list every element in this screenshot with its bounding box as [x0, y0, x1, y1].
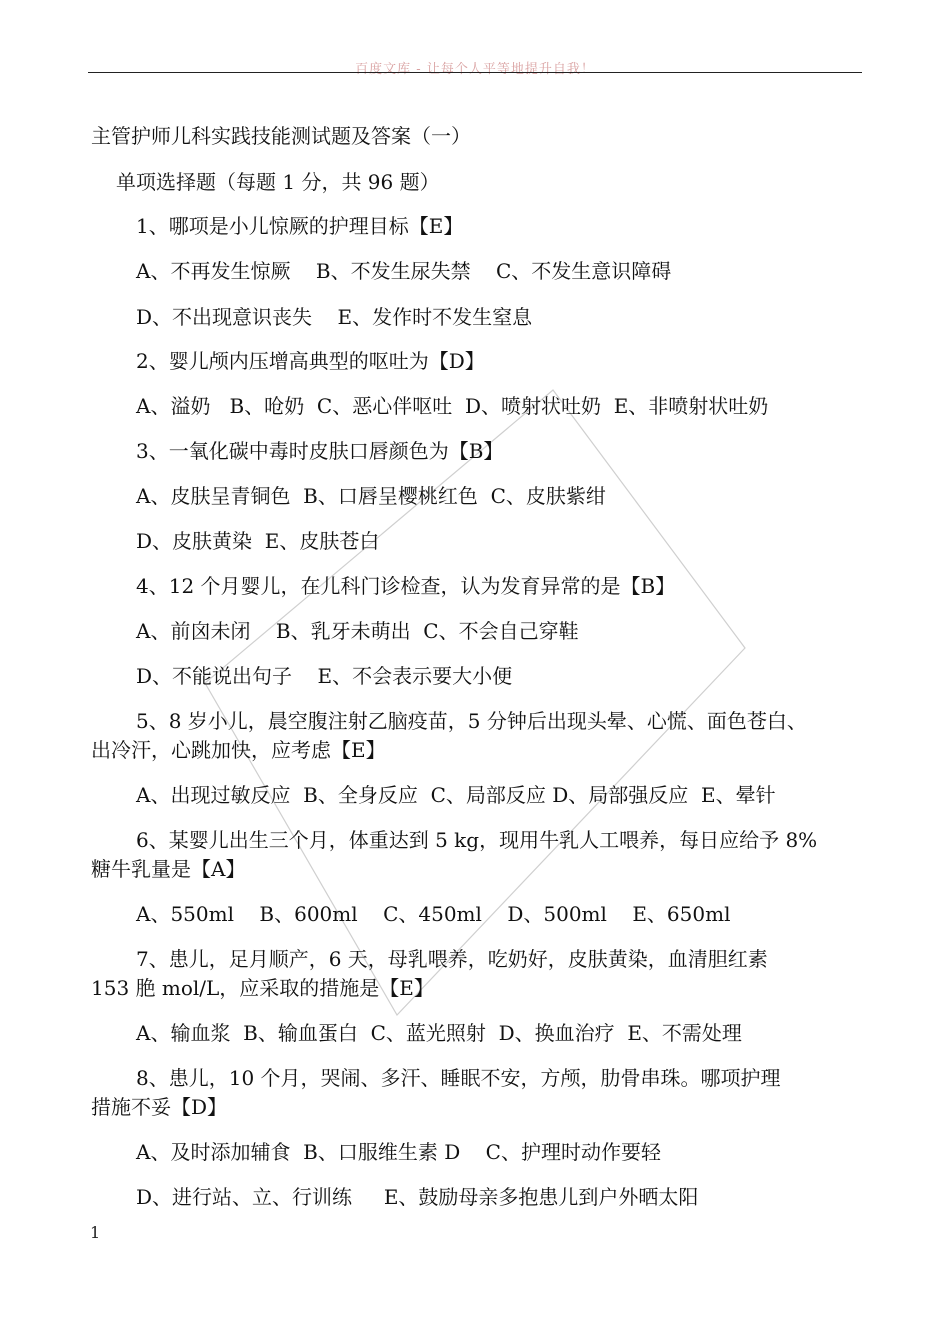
- options-1b: D、不出现意识丧失 E、发作时不发生窒息: [136, 305, 533, 329]
- options-7: A、输血浆 B、输血蛋白 C、蓝光照射 D、换血治疗 E、不需处理: [136, 1021, 742, 1045]
- question-7: 7、患儿，足月顺产，6 天，母乳喂养，吃奶好，皮肤黄染，血清胆红素: [136, 947, 768, 971]
- options-6: A、550ml B、600ml C、450ml D、500ml E、650ml: [136, 902, 731, 926]
- question-8: 8、患儿，10 个月，哭闹、多汗、睡眠不安，方颅，肋骨串珠。哪项护理: [136, 1066, 781, 1090]
- question-7-cont: 153 脃 mol/L，应采取的措施是【E】: [91, 976, 434, 1000]
- question-3: 3、一氧化碳中毒时皮肤口唇颜色为【B】: [136, 439, 504, 463]
- options-4b: D、不能说出句子 E、不会表示要大小便: [136, 664, 513, 688]
- question-5: 5、8 岁小儿，晨空腹注射乙脑疫苗，5 分钟后出现头晕、心慌、面色苍白、: [136, 709, 807, 733]
- question-8-cont: 措施不妥【D】: [91, 1095, 228, 1119]
- question-1: 1、哪项是小儿惊厥的护理目标【E】: [136, 214, 464, 238]
- options-3b: D、皮肤黄染 E、皮肤苍白: [136, 529, 380, 553]
- question-4: 4、12 个月婴儿，在儿科门诊检查，认为发育异常的是【B】: [136, 574, 676, 598]
- document-title: 主管护师儿科实践技能测试题及答案（一）: [91, 124, 471, 148]
- options-8a: A、及时添加辅食 B、口服维生素 D C、护理时动作要轻: [136, 1140, 661, 1164]
- header-slogan: 百度文库 - 让每个人平等地提升自我！: [355, 62, 595, 77]
- options-8b: D、进行站、立、行训练 E、鼓励母亲多抱患儿到户外晒太阳: [136, 1185, 699, 1209]
- options-4a: A、前囟未闭 B、乳牙未萌出 C、不会自己穿鞋: [136, 619, 579, 643]
- page-number: 1: [90, 1223, 101, 1242]
- options-5: A、出现过敏反应 B、全身反应 C、局部反应 D、局部强反应 E、晕针: [136, 783, 776, 807]
- question-2: 2、婴儿颅内压增高典型的呕吐为【D】: [136, 349, 485, 373]
- options-1a: A、不再发生惊厥 B、不发生尿失禁 C、不发生意识障碍: [136, 259, 672, 283]
- question-6: 6、某婴儿出生三个月，体重达到 5 kg，现用牛乳人工喂养，每日应给予 8%: [136, 828, 818, 852]
- options-2: A、溢奶 B、呛奶 C、恶心伴呕吐 D、喷射状吐奶 E、非喷射状吐奶: [136, 394, 769, 418]
- section-heading: 单项选择题（每题 1 分，共 96 题）: [116, 170, 440, 194]
- question-6-cont: 糖牛乳量是【A】: [91, 857, 246, 881]
- question-5-cont: 出冷汗，心跳加快，应考虑【E】: [91, 738, 386, 762]
- header-rule: [88, 72, 862, 73]
- options-3a: A、皮肤呈青铜色 B、口唇呈樱桃红色 C、皮肤紫绀: [136, 484, 606, 508]
